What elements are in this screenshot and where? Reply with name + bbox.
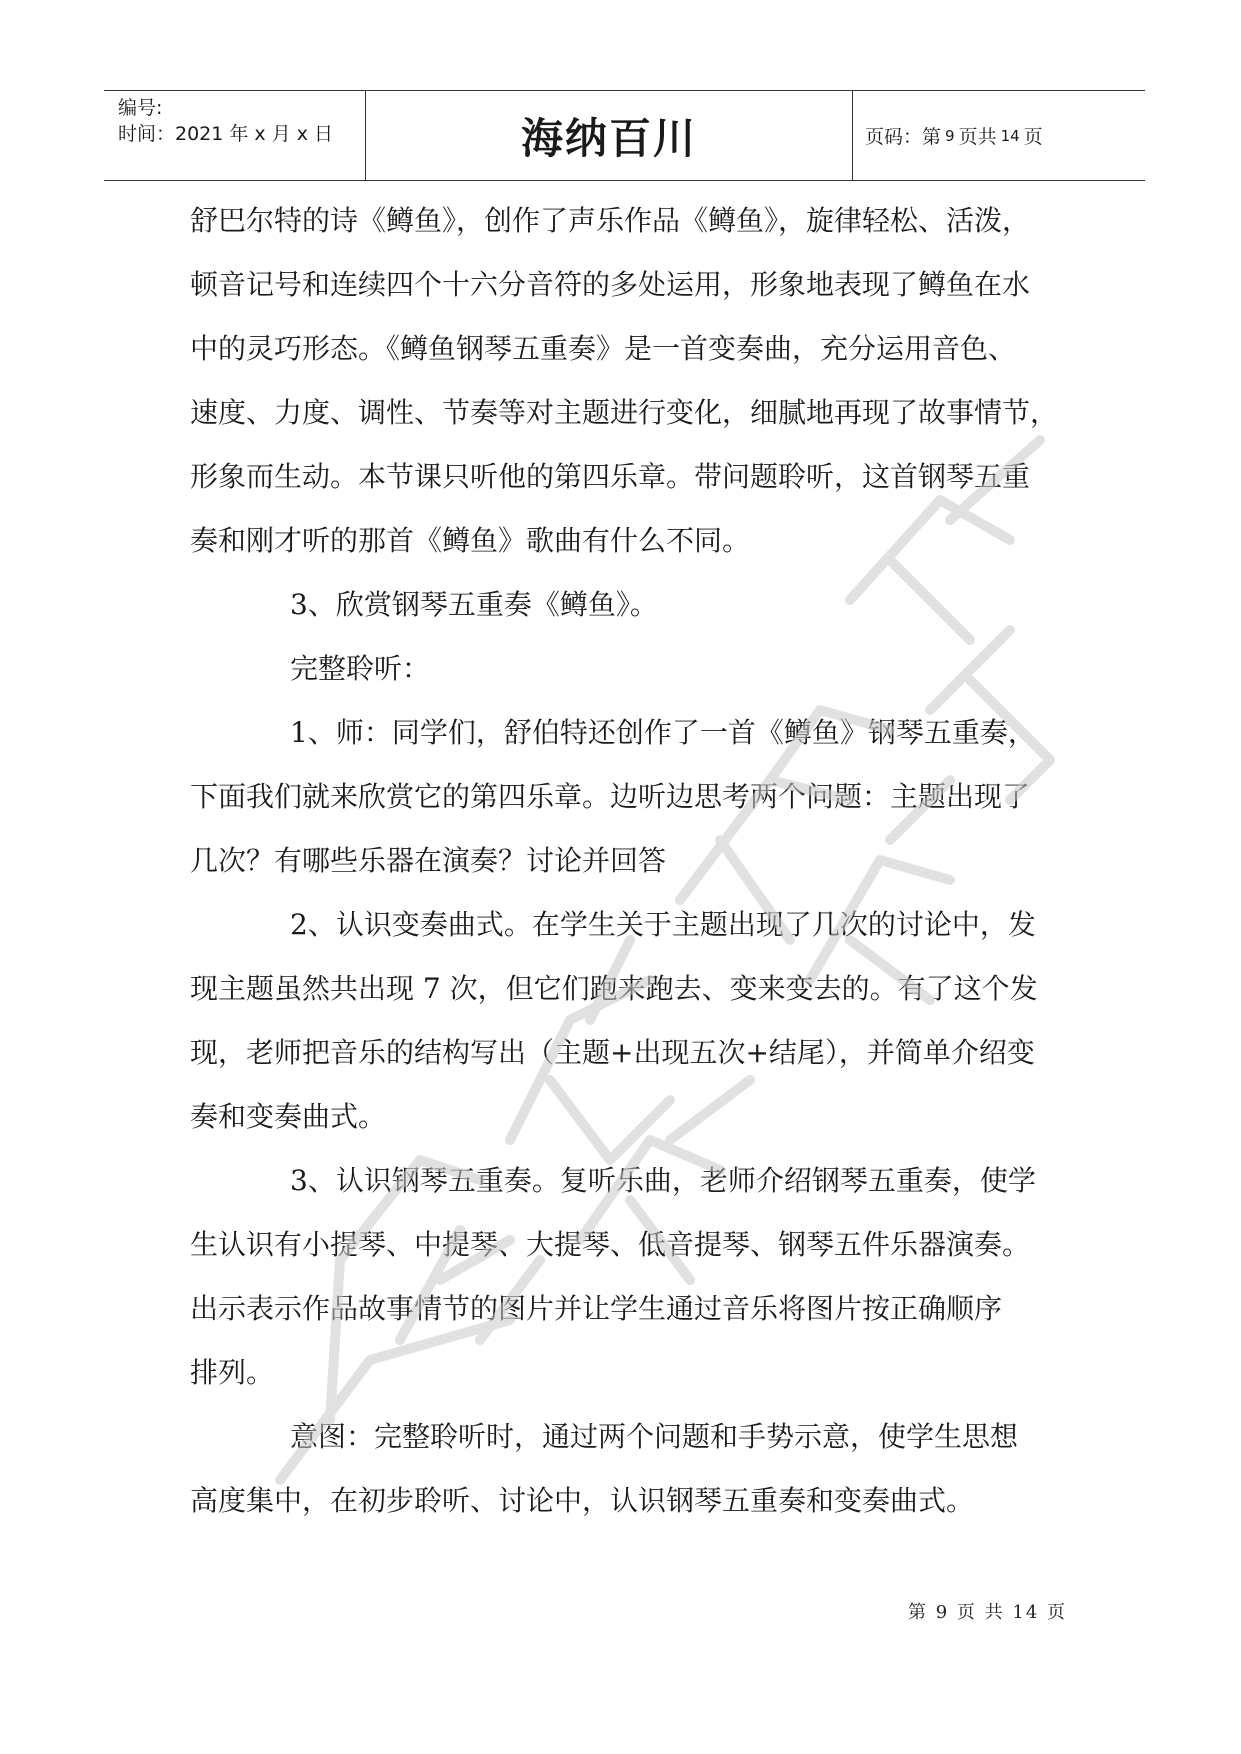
page-mid: 页共 bbox=[958, 126, 997, 148]
header-page-info bbox=[853, 91, 1145, 180]
text-line: 形象而生动。本节课只听他的第四乐章。带问题聆听，这首钢琴五重 bbox=[190, 460, 1031, 493]
header-title: 海纳百川 bbox=[366, 91, 853, 180]
document-body bbox=[190, 189, 1070, 1533]
text-line: 完整聆听： bbox=[290, 652, 431, 685]
text-line: 奏和刚才听的那首《鳟鱼》歌曲有什么不同。 bbox=[190, 524, 751, 557]
number-label: 编号: bbox=[118, 97, 163, 119]
text-line: 顿音记号和连续四个十六分音符的多处运用，形象地表现了鳟鱼在水 bbox=[190, 268, 1031, 301]
text-line: 现，老师把音乐的结构写出（主题+出现五次+结尾），并简单介绍变 bbox=[190, 1036, 1035, 1069]
text-line: 现主题虽然共出现 7 次，但它们跑来跑去、变来变去的。有了这个发 bbox=[190, 972, 1038, 1005]
page-footer: 第 9 页 共 14 页 bbox=[908, 1602, 1067, 1623]
text-line: 出示表示作品故事情节的图片并让学生通过音乐将图片按正确顺序 bbox=[190, 1292, 1003, 1325]
text-line: 3、认识钢琴五重奏。复听乐曲，老师介绍钢琴五重奏，使学 bbox=[290, 1164, 1036, 1197]
text-line: 意图：完整聆听时，通过两个问题和手势示意，使学生思想 bbox=[290, 1420, 1019, 1453]
page-number: 9 bbox=[945, 126, 955, 145]
page-total: 14 bbox=[1000, 126, 1020, 145]
page-suffix: 页 bbox=[1023, 126, 1043, 148]
text-line: 2、认识变奏曲式。在学生关于主题出现了几次的讨论中，发 bbox=[290, 908, 1036, 941]
text-line: 中的灵巧形态。《鳟鱼钢琴五重奏》是一首变奏曲，充分运用音色、 bbox=[190, 332, 1017, 365]
text-line: 下面我们就来欣赏它的第四乐章。边听边思考两个问题：主题出现了 bbox=[190, 780, 1031, 813]
text-line: 舒巴尔特的诗《鳟鱼》，创作了声乐作品《鳟鱼》，旋律轻松、活泼， bbox=[190, 204, 1031, 237]
page-header bbox=[104, 90, 1145, 181]
text-line: 1、师：同学们，舒伯特还创作了一首《鳟鱼》钢琴五重奏， bbox=[290, 716, 1036, 749]
text-line: 生认识有小提琴、中提琴、大提琴、低音提琴、钢琴五件乐器演奏。 bbox=[190, 1228, 1031, 1261]
text-line: 奏和变奏曲式。 bbox=[190, 1100, 387, 1133]
text-line: 3、欣赏钢琴五重奏《鳟鱼》。 bbox=[290, 588, 658, 621]
text-line: 速度、力度、调性、节奏等对主题进行变化，细腻地再现了故事情节， bbox=[190, 396, 1059, 429]
page-prefix: 页码：第 bbox=[865, 126, 942, 148]
header-meta bbox=[104, 91, 366, 180]
text-line: 几次？有哪些乐器在演奏？讨论并回答 bbox=[190, 844, 667, 877]
text-line: 高度集中，在初步聆听、讨论中，认识钢琴五重奏和变奏曲式。 bbox=[190, 1484, 975, 1517]
time-label: 时间：2021 年 x 月 x 日 bbox=[118, 123, 334, 145]
text-line: 排列。 bbox=[190, 1356, 275, 1389]
